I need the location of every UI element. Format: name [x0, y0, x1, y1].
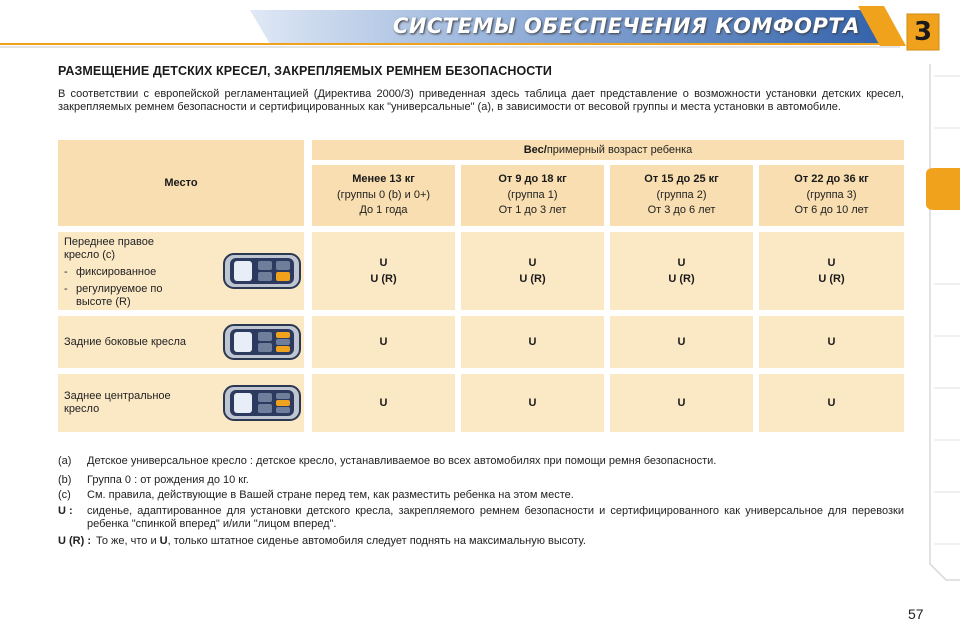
- value-cell-1-0: [312, 316, 455, 368]
- value-secondary: U (R): [818, 273, 845, 285]
- row-label-text: [64, 236, 214, 309]
- value-secondary: U (R): [370, 273, 397, 285]
- footnote-text: Детское универсальное кресло : детское кресло, устанавливаемое во всех автомобилях при помощи ремня безопасности.: [87, 455, 717, 467]
- chapter-tab-rail: [920, 64, 960, 584]
- value-primary: U: [677, 257, 686, 269]
- value-primary: U: [379, 397, 388, 409]
- car-rear-center-seat-icon: [222, 384, 302, 422]
- child-seat-table: [58, 140, 904, 432]
- column-weight: От 9 до 18 кг: [498, 173, 567, 185]
- column-age: От 6 до 10 лет: [794, 204, 869, 216]
- column-header-3: [759, 165, 904, 226]
- footnote-text: [96, 535, 904, 548]
- column-age: До 1 года: [359, 204, 408, 216]
- weight-header-bold: Вес/: [523, 143, 547, 156]
- weight-header-cell: [312, 140, 904, 160]
- value-cell-1-3: [759, 316, 904, 368]
- value-cell-0-1: [461, 232, 604, 310]
- row-bullet: [64, 283, 214, 309]
- row-label-front-right: [58, 232, 304, 310]
- column-group: (группа 1): [507, 189, 558, 201]
- value-cell-2-1: [461, 374, 604, 432]
- footnote-text: Группа 0 : от рождения до 10 кг.: [87, 474, 249, 486]
- page-number: 57: [908, 606, 924, 622]
- value-primary: U: [528, 336, 537, 348]
- value-primary: U: [528, 257, 537, 269]
- footnote-text: См. правила, действующие в Вашей стране перед тем, как разместить ребенка на этом месте.: [87, 489, 574, 501]
- footnote-key: U :: [58, 505, 73, 517]
- value-primary: U: [827, 336, 836, 348]
- bullet-dash: -: [64, 266, 68, 278]
- column-group: (группа 2): [656, 189, 707, 201]
- row-bullet: [64, 266, 214, 279]
- column-header-1: [461, 165, 604, 226]
- chapter-number: 3: [913, 17, 933, 47]
- column-header-2: [610, 165, 753, 226]
- footnote-text-bold: U: [159, 535, 168, 547]
- value-primary: U: [827, 257, 836, 269]
- row-label-text: [64, 336, 214, 349]
- value-cell-0-0: [312, 232, 455, 310]
- row-label-rear-center: [58, 374, 304, 432]
- column-weight: От 22 до 36 кг: [794, 173, 869, 185]
- column-weight: Менее 13 кг: [352, 173, 415, 185]
- row-label-line: кресло (c): [64, 249, 116, 261]
- row-label-line: Задние боковые кресла: [64, 336, 187, 348]
- footnote-key: (c): [58, 489, 71, 501]
- place-header: Место: [164, 177, 198, 189]
- value-secondary: U (R): [519, 273, 546, 285]
- column-age: От 3 до 6 лет: [647, 204, 716, 216]
- section-heading: РАЗМЕЩЕНИЕ ДЕТСКИХ КРЕСЕЛ, ЗАКРЕПЛЯЕМЫХ РЕМНЕМ БЕЗОПАСНОСТИ: [58, 64, 552, 78]
- row-label-line: кресло: [64, 403, 100, 415]
- value-primary: U: [677, 336, 686, 348]
- car-rear-side-seats-icon: [222, 323, 302, 361]
- value-primary: U: [827, 397, 836, 409]
- value-cell-0-2: [610, 232, 753, 310]
- value-primary: U: [677, 397, 686, 409]
- value-primary: U: [379, 336, 388, 348]
- value-cell-1-1: [461, 316, 604, 368]
- value-secondary: U (R): [668, 273, 695, 285]
- column-weight: От 15 до 25 кг: [644, 173, 719, 185]
- place-header-cell: [58, 140, 304, 226]
- footnote-text: сиденье, адаптированное для установки детского кресла, закрепляемого ремнем безопасности и сертифицированного как универсальное для перевозки ребенка "спинкой вперед" и/или "лицом вперед".: [87, 505, 904, 530]
- bullet-text: регулируемое по высоте (R): [76, 283, 163, 308]
- footnote-text-before: То же, что и: [96, 535, 160, 547]
- footnote-text-after: , только штатное сиденье автомобиля следует поднять на максимальную высоту.: [167, 535, 586, 547]
- weight-header: [524, 143, 693, 158]
- column-group: (группы 0 (b) и 0+): [336, 189, 431, 201]
- column-group: (группа 3): [806, 189, 857, 201]
- bullet-dash: -: [64, 283, 68, 295]
- row-label-line: Переднее правое: [64, 236, 154, 248]
- row-label-line: Заднее центральное: [64, 390, 171, 402]
- footnote-key: U (R) :: [58, 535, 91, 547]
- value-cell-1-2: [610, 316, 753, 368]
- header-title: СИСТЕМЫ ОБЕСПЕЧЕНИЯ КОМФОРТА: [392, 14, 860, 38]
- weight-header-rest: примерный возраст ребенка: [546, 143, 693, 156]
- row-label-text: [64, 390, 214, 416]
- column-header-0: [312, 165, 455, 226]
- value-cell-2-3: [759, 374, 904, 432]
- footnote-key: (a): [58, 455, 72, 467]
- intro-paragraph: В соответствии с европейской регламентацией (Директива 2000/3) приведенная здесь таблица дает представление о возможности установки детских кресел, закрепляемых ремнем безопасности и сертифицированных как "универсальные" (a), в зависимости от весовой группы и места установки в автомобиле.: [58, 88, 904, 113]
- footnote-key: (b): [58, 474, 72, 486]
- value-primary: U: [379, 257, 388, 269]
- value-cell-0-3: [759, 232, 904, 310]
- value-cell-2-0: [312, 374, 455, 432]
- value-cell-2-2: [610, 374, 753, 432]
- row-label-rear-side: [58, 316, 304, 368]
- bullet-text: фиксированное: [76, 266, 157, 278]
- value-primary: U: [528, 397, 537, 409]
- column-age: От 1 до 3 лет: [498, 204, 567, 216]
- car-front-right-seat-icon: [222, 252, 302, 290]
